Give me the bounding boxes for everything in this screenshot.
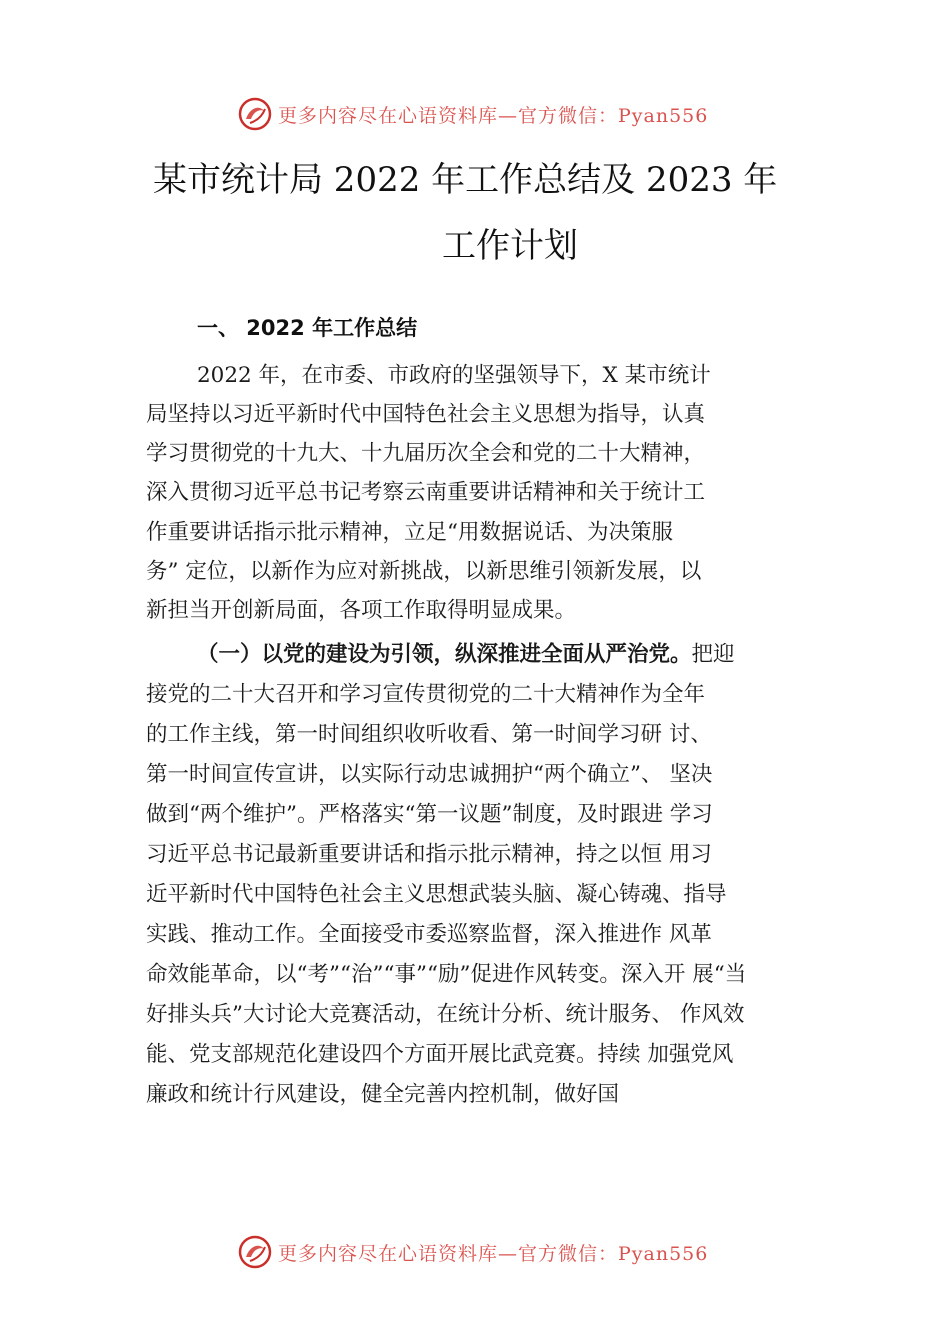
paragraph-line: 能、党支部规范化建设四个方面开展比武竞赛。持续 加强党风 bbox=[146, 1042, 734, 1067]
paragraph-line: 2022 年，在市委、市政府的坚强领导下，X 某市统计 bbox=[197, 363, 711, 388]
header-banner bbox=[238, 96, 708, 132]
red-swirl-logo-icon bbox=[238, 1235, 272, 1269]
footer-banner bbox=[238, 1234, 708, 1270]
paragraph-line: 习近平总书记最新重要讲话和指示批示精神，持之以恒 用习 bbox=[146, 842, 712, 867]
subsection-title: （一）以党的建设为引领，纵深推进全面从严治党。 bbox=[197, 642, 692, 667]
paragraph-line: 深入贯彻习近平总书记考察云南重要讲话精神和关于统计工 bbox=[146, 480, 706, 505]
paragraph-line: 命效能革命，以“考”“治”“事”“励”促进作风转变。深入开 展“当 bbox=[146, 962, 747, 987]
document-title-line2: 工作计划 bbox=[442, 226, 578, 266]
paragraph-line: 好排头兵”大讨论大竞赛活动，在统计分析、统计服务、 作风效 bbox=[146, 1002, 745, 1027]
section-heading: 一、 2022 年工作总结 bbox=[197, 316, 418, 340]
paragraph-line: 作重要讲话指示批示精神，立足“用数据说话、为决策服 bbox=[146, 520, 673, 545]
banner-text: 更多内容尽在心语资料库—官方微信：Pyan556 bbox=[278, 1242, 709, 1265]
red-swirl-logo-icon bbox=[238, 97, 272, 131]
paragraph-line: 局坚持以习近平新时代中国特色社会主义思想为指导，认真 bbox=[146, 402, 706, 427]
subsection-first-line-rest: 把迎 bbox=[691, 642, 735, 667]
paragraph-line: 廉政和统计行风建设，健全完善内控机制，做好国 bbox=[146, 1082, 620, 1107]
paragraph-line: 第一时间宣传宣讲，以实际行动忠诚拥护“两个确立”、 坚决 bbox=[146, 762, 713, 787]
paragraph-line: 做到“两个维护”。严格落实“第一议题”制度，及时跟进 学习 bbox=[146, 802, 713, 827]
banner-text: 更多内容尽在心语资料库—官方微信：Pyan556 bbox=[278, 104, 709, 127]
paragraph-line: 的工作主线，第一时间组织收听收看、第一时间学习研 讨、 bbox=[146, 722, 712, 747]
paragraph-line: 接党的二十大召开和学习宣传贯彻党的二十大精神作为全年 bbox=[146, 682, 706, 707]
paragraph-line: 学习贯彻党的十九大、十九届历次全会和党的二十大精神， bbox=[146, 441, 706, 466]
document-title-line1: 某市统计局 2022 年工作总结及 2023 年 bbox=[153, 160, 778, 200]
paragraph-line: 实践、推动工作。全面接受市委巡察监督，深入推进作 风革 bbox=[146, 922, 712, 947]
paragraph-line: 务” 定位，以新作为应对新挑战，以新思维引领新发展，以 bbox=[146, 559, 702, 584]
paragraph-line: 近平新时代中国特色社会主义思想武装头脑、凝心铸魂、指导 bbox=[146, 882, 727, 907]
subsection-first-line bbox=[197, 637, 735, 668]
paragraph-line: 新担当开创新局面，各项工作取得明显成果。 bbox=[146, 598, 577, 623]
